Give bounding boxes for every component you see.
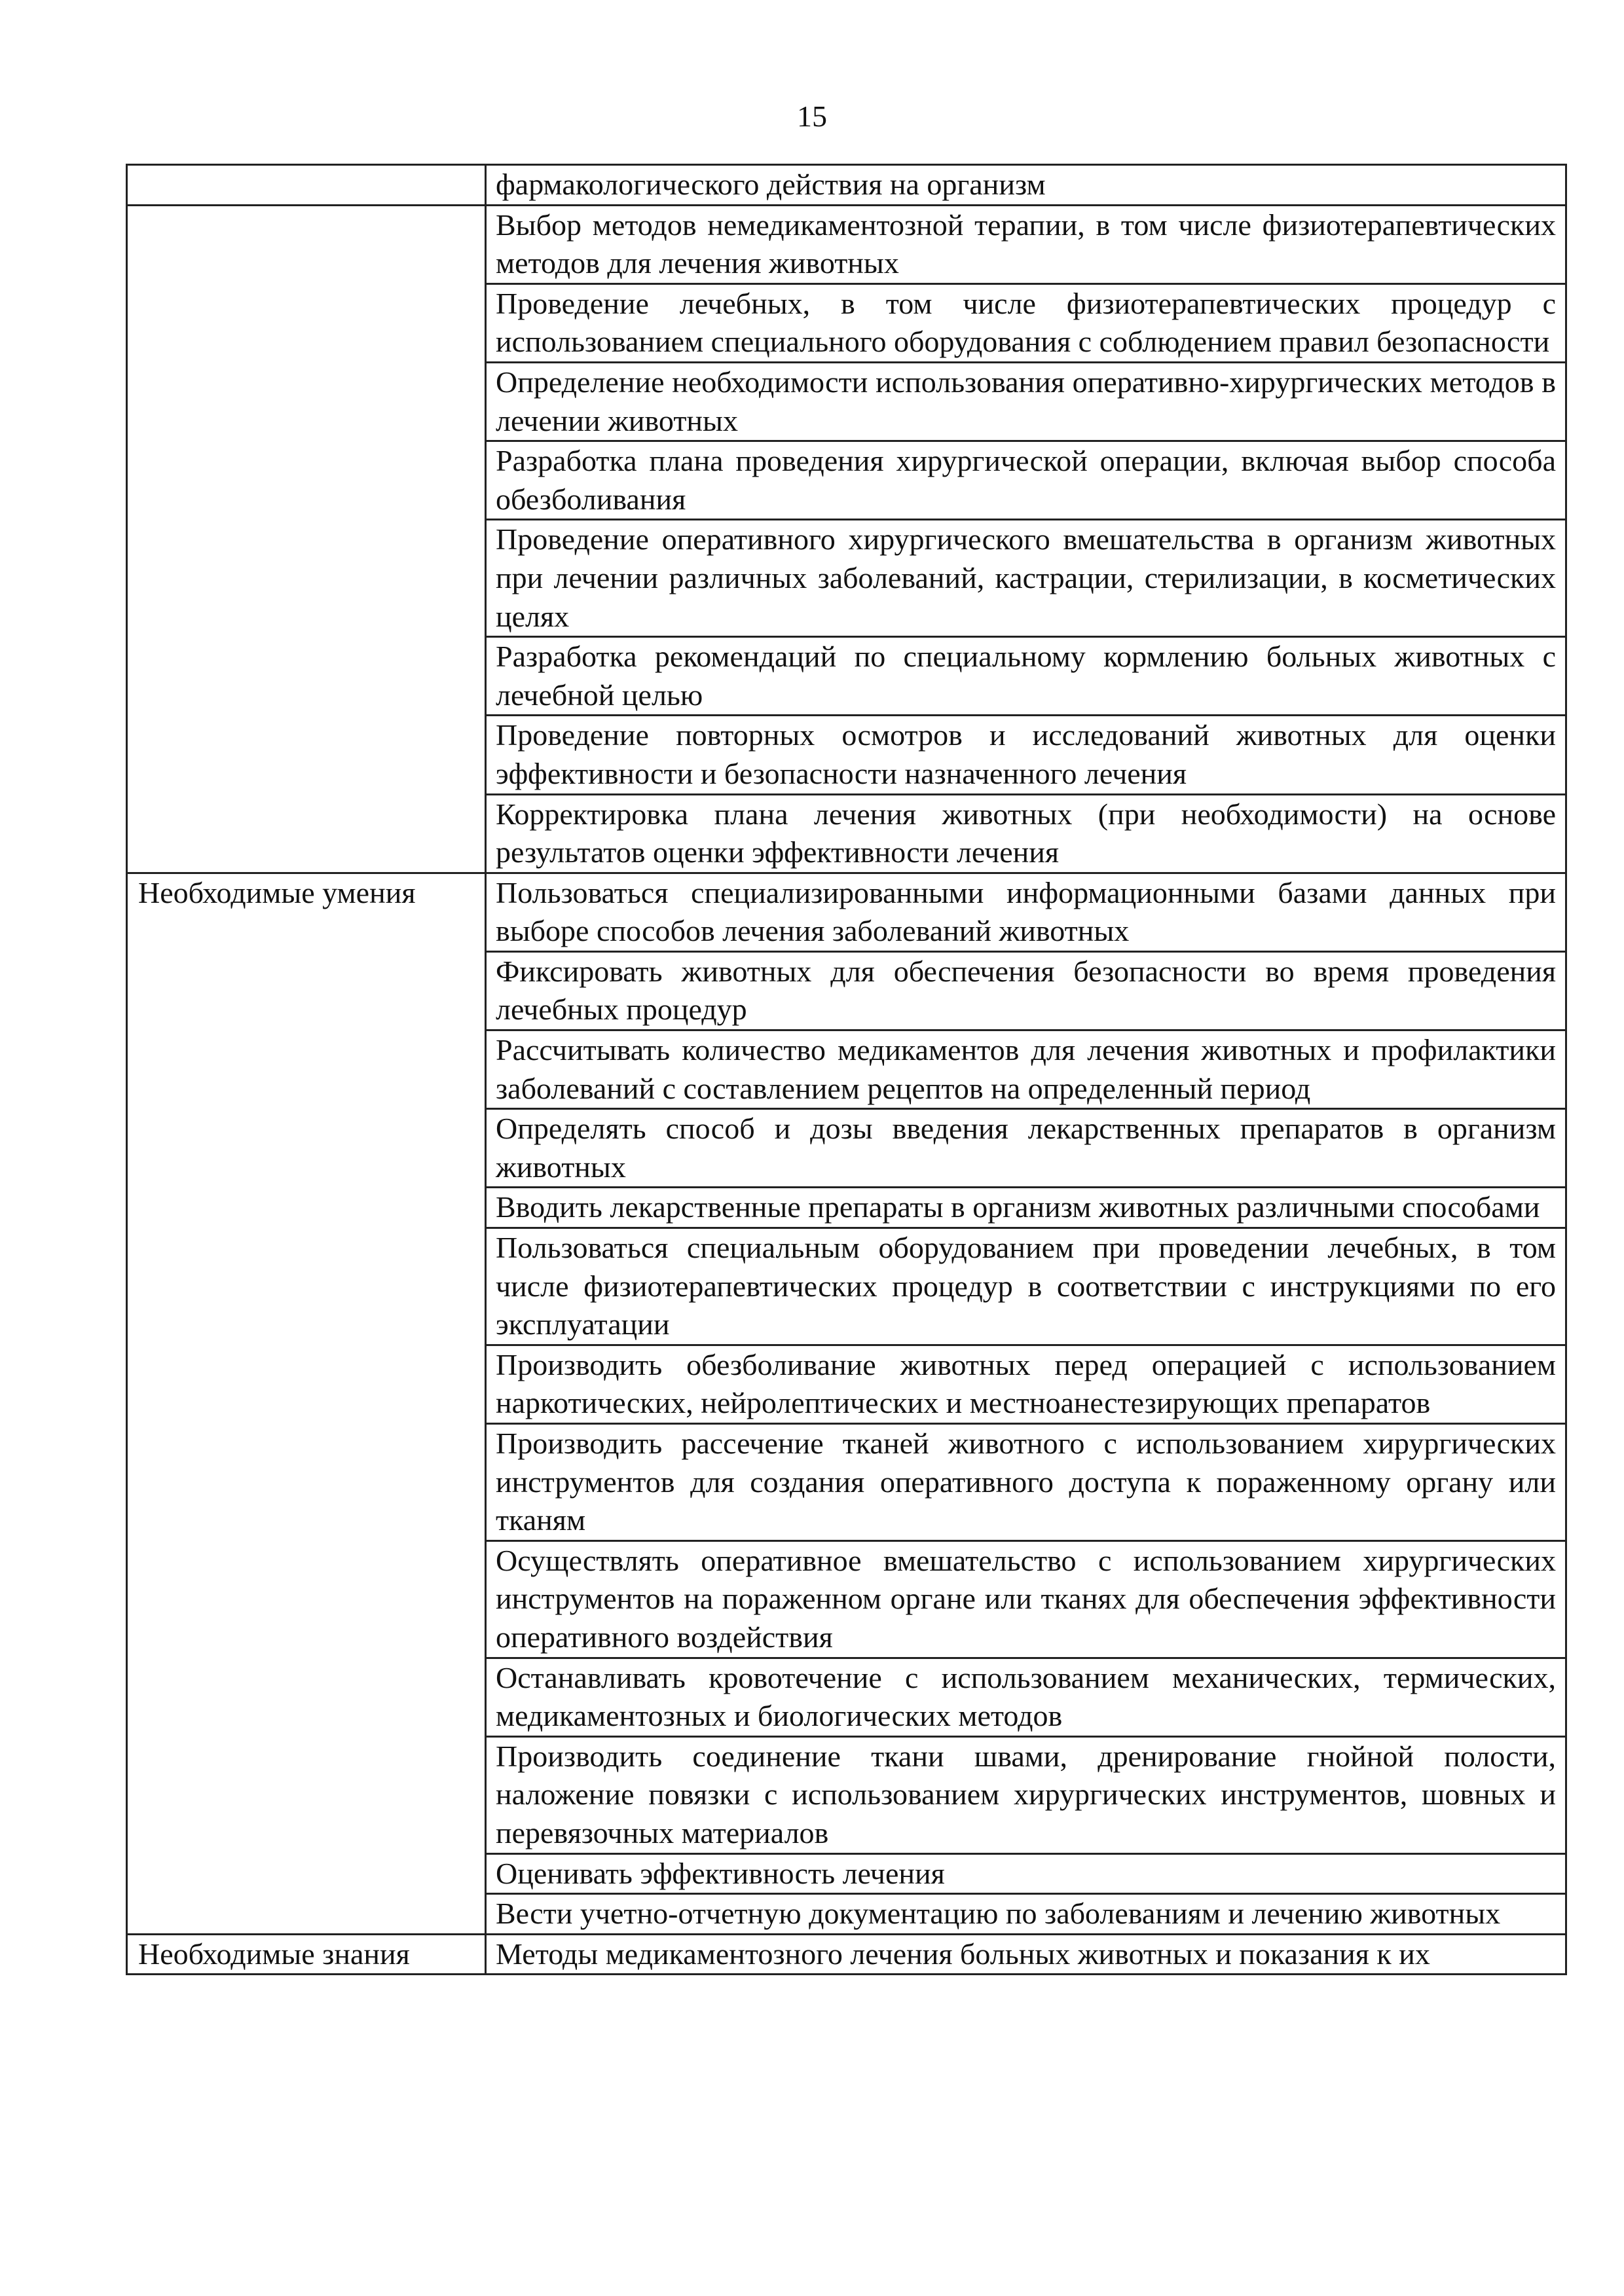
row-label-empty xyxy=(127,1109,486,1188)
table-cell: Вести учетно-отчетную документацию по заболеваниям и лечению животных xyxy=(486,1894,1566,1935)
row-label-empty xyxy=(127,165,486,206)
table-cell: Пользоваться специализированными информационными базами данных при выборе способов лечения заболеваний животных xyxy=(486,873,1566,951)
row-label-empty xyxy=(127,1345,486,1423)
row-label-empty xyxy=(127,951,486,1030)
competency-table xyxy=(126,164,1567,1975)
table-row xyxy=(127,1030,1566,1109)
table-cell: Проведение повторных осмотров и исследований животных для оценки эффективности и безопасности назначенного лечения xyxy=(486,716,1566,794)
skills-label: Необходимые умения xyxy=(127,873,486,951)
row-label-empty xyxy=(127,283,486,362)
table-row xyxy=(127,1345,1566,1423)
row-label-empty xyxy=(127,1894,486,1935)
table-row xyxy=(127,1658,1566,1736)
table-row xyxy=(127,1853,1566,1894)
table-row xyxy=(127,441,1566,520)
row-label-empty xyxy=(127,1853,486,1894)
row-label-empty xyxy=(127,794,486,873)
table-cell: Выбор методов немедикаментозной терапии, в том числе физиотерапевтических методов для лечения животных xyxy=(486,205,1566,283)
table-row xyxy=(127,794,1566,873)
table-cell: Фиксировать животных для обеспечения безопасности во время проведения лечебных процедур xyxy=(486,951,1566,1030)
table-row xyxy=(127,165,1566,206)
row-label-empty xyxy=(127,1188,486,1228)
table-row xyxy=(127,951,1566,1030)
row-label-empty xyxy=(127,1030,486,1109)
table-row xyxy=(127,520,1566,637)
row-label-empty xyxy=(127,716,486,794)
table-cell: Проведение оперативного хирургического вмешательства в организм животных при лечении различных заболеваний, кастрации, стерилизации, в косметических целях xyxy=(486,520,1566,637)
table-cell: Корректировка плана лечения животных (при необходимости) на основе результатов оценки эффективности лечения xyxy=(486,794,1566,873)
table-cell: Производить соединение ткани швами, дренирование гнойной полости, наложение повязки с использованием хирургических инструментов, шовных и перевязочных материалов xyxy=(486,1736,1566,1853)
table-cell: Вводить лекарственные препараты в организм животных различными способами xyxy=(486,1188,1566,1228)
row-label-empty xyxy=(127,637,486,716)
table-cell: Осуществлять оперативное вмешательство с использованием хирургических инструментов на пораженном органе или тканях для обеспечения эффективности оперативного воздействия xyxy=(486,1540,1566,1658)
row-label-empty xyxy=(127,520,486,637)
table-cell: Разработка плана проведения хирургической операции, включая выбор способа обезболивания xyxy=(486,441,1566,520)
table-cell: Рассчитывать количество медикаментов для лечения животных и профилактики заболеваний с составлением рецептов на определенный период xyxy=(486,1030,1566,1109)
table-row xyxy=(127,1736,1566,1853)
row-label-empty xyxy=(127,1228,486,1345)
table-row xyxy=(127,637,1566,716)
row-label-empty xyxy=(127,1540,486,1658)
row-label-empty xyxy=(127,362,486,441)
table-row xyxy=(127,205,1566,283)
table-row xyxy=(127,1540,1566,1658)
table-row xyxy=(127,1188,1566,1228)
table-cell: Пользоваться специальным оборудованием при проведении лечебных, в том числе физиотерапевтических процедур в соответствии с инструкциями по его эксплуатации xyxy=(486,1228,1566,1345)
table-row xyxy=(127,1109,1566,1188)
table-cell: фармакологического действия на организм xyxy=(486,165,1566,206)
table-row xyxy=(127,1424,1566,1541)
table-cell: Останавливать кровотечение с использованием механических, термических, медикаментозных и биологических методов xyxy=(486,1658,1566,1736)
table-row xyxy=(127,1228,1566,1345)
table-row xyxy=(127,873,1566,951)
row-label-empty xyxy=(127,205,486,283)
table-row xyxy=(127,362,1566,441)
row-label-empty xyxy=(127,1658,486,1736)
table-row xyxy=(127,716,1566,794)
table-cell: Производить рассечение тканей животного с использованием хирургических инструментов для создания оперативного доступа к пораженному органу или тканям xyxy=(486,1424,1566,1541)
table-row xyxy=(127,283,1566,362)
table-cell: Определять способ и дозы введения лекарственных препаратов в организм животных xyxy=(486,1109,1566,1188)
row-label-empty xyxy=(127,1736,486,1853)
table-cell: Проведение лечебных, в том числе физиотерапевтических процедур с использованием специального оборудования с соблюдением правил безопасности xyxy=(486,283,1566,362)
table-cell: Определение необходимости использования оперативно-хирургических методов в лечении животных xyxy=(486,362,1566,441)
table-row xyxy=(127,1934,1566,1975)
row-label-empty xyxy=(127,441,486,520)
table-cell: Производить обезболивание животных перед операцией с использованием наркотических, нейролептических и местноанестезирующих препаратов xyxy=(486,1345,1566,1423)
table-cell: Разработка рекомендаций по специальному кормлению больных животных с лечебной целью xyxy=(486,637,1566,716)
knowledge-label: Необходимые знания xyxy=(127,1934,486,1975)
row-label-empty xyxy=(127,1424,486,1541)
table-cell: Оценивать эффективность лечения xyxy=(486,1853,1566,1894)
page-number: 15 xyxy=(797,100,827,133)
table-row xyxy=(127,1894,1566,1935)
table-cell: Методы медикаментозного лечения больных животных и показания к их xyxy=(486,1934,1566,1975)
